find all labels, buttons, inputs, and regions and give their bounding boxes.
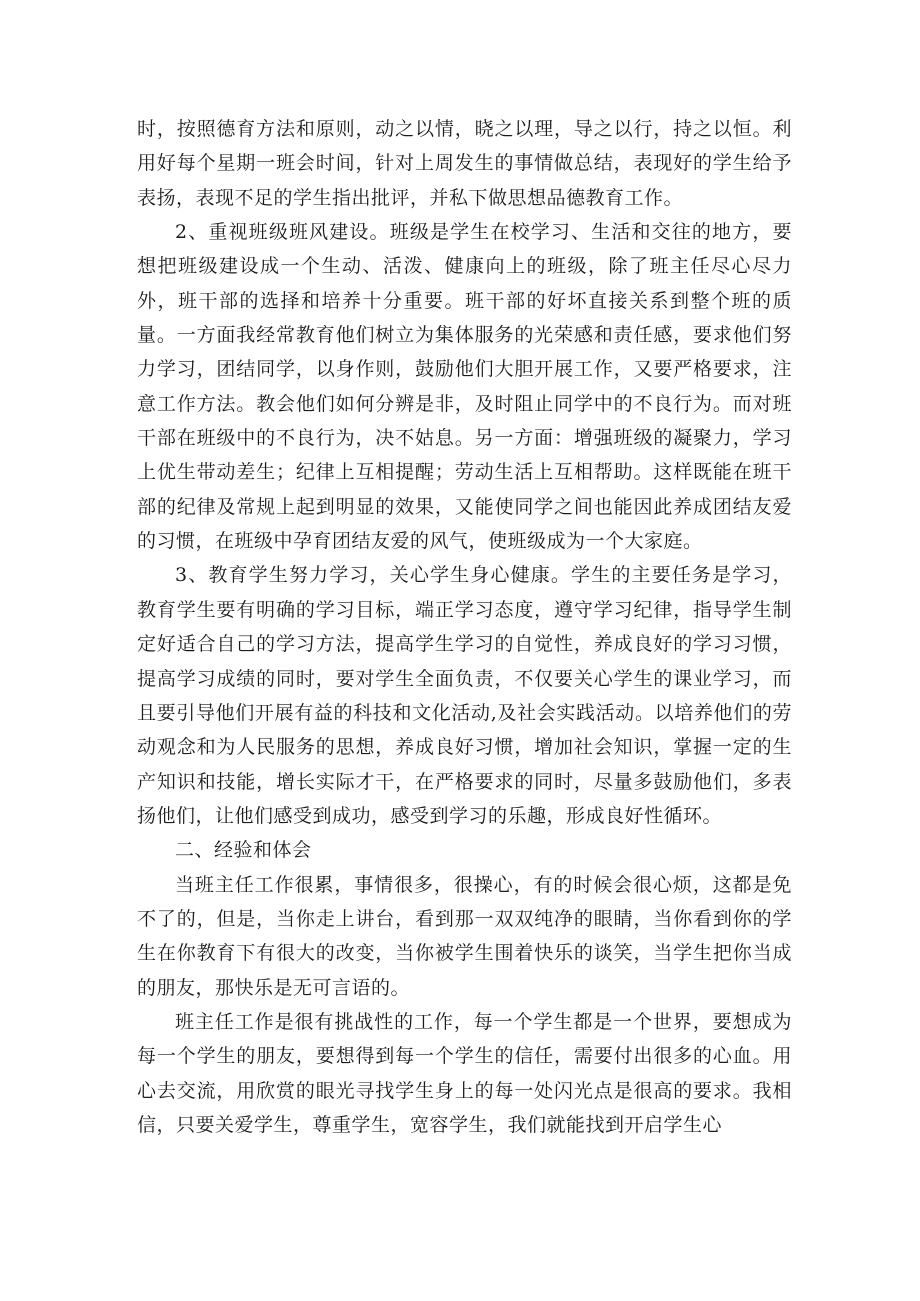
paragraph-teacher-joy: 当班主任工作很累，事情很多，很操心，有的时候会很心烦，这都是免不了的，但是，当你走上讲台，看到那一双双纯净的眼睛，当你看到你的学生在你教育下有很大的改变，当你被学生围着快乐的谈笑，当学生把你当成的朋友，那快乐是无可言语的。: [137, 873, 792, 999]
paragraph-challenge: 班主任工作是很有挑战性的工作，每一个学生都是一个世界，要想成为每一个学生的朋友，要想得到每一个学生的信任，需要付出很多的心血。用心去交流，用欣赏的眼光寻找学生身上的每一处闪光点是很高的要求。我相信，只要关爱学生，尊重学生，宽容学生，我们就能找到开启学生心: [137, 1010, 792, 1136]
paragraph-class-style-building: 2、重视班级班风建设。班级是学生在校学习、生活和交往的地方，要想把班级建设成一个生动、活泼、健康向上的班级，除了班主任尽心尽力外，班干部的选择和培养十分重要。班干部的好坏直接关系到整个班的质量。一方面我经常教育他们树立为集体服务的光荣感和责任感，要求他们努力学习，团结同学，以身作则，鼓励他们大胆开展工作，又要严格要求，注意工作方法。教会他们如何分辨是非，及时阻止同学中的不良行为。而对班干部在班级中的不良行为，决不姑息。另一方面：增强班级的凝聚力，学习上优生带动差生；纪律上互相提醒；劳动生活上互相帮助。这样既能在班干部的纪律及常规上起到明显的效果，又能使同学之间也能因此养成团结友爱的习惯，在班级中孕育团结友爱的风气，使班级成为一个大家庭。: [137, 221, 792, 553]
paragraph-continuation: 时，按照德育方法和原则，动之以情，晓之以理，导之以行，持之以恒。利用好每个星期一班会时间，针对上周发生的事情做总结，表现好的学生给予表扬，表现不足的学生指出批评，并私下做思想品德教育工作。: [137, 118, 792, 209]
document-body: [137, 112, 792, 1142]
paragraph-study-and-health: 3、教育学生努力学习，关心学生身心健康。学生的主要任务是学习，教育学生要有明确的学习目标，端正学习态度，遵守学习纪律，指导学生制定好适合自己的学习方法，提高学生学习的自觉性，养成良好的学习习惯，提高学习成绩的同时，要对学生全面负责，不仅要关心学生的课业学习，而且要引导他们开展有益的科技和文化活动,及社会实践活动。以培养他们的劳动观念和为人民服务的思想，养成良好习惯，增加社会知识，掌握一定的生产知识和技能，增长实际才干，在严格要求的同时，尽量多鼓励他们，多表扬他们，让他们感受到成功，感受到学习的乐趣，形成良好性循环。: [137, 564, 792, 827]
section-heading-experience: 二、经验和体会: [175, 839, 312, 862]
